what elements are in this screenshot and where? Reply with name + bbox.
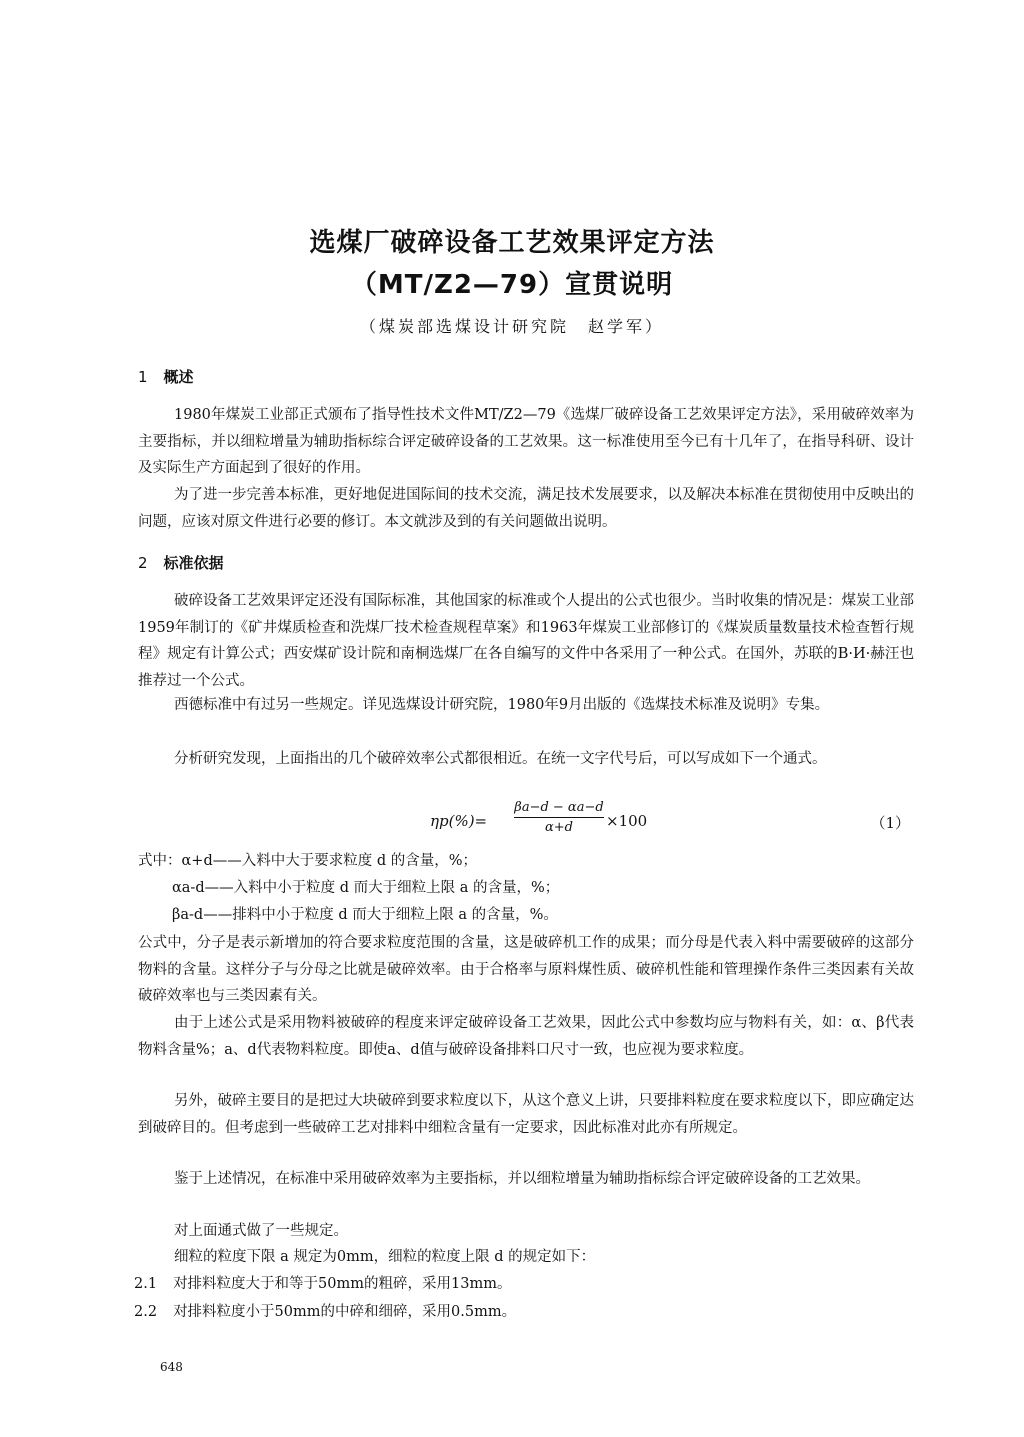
definition-alpha-a-d: αa-d——入料中小于粒度 d 而大于细粒上限 a 的含量，%； (172, 880, 560, 896)
section-1-title: 概述 (163, 368, 194, 386)
section-2-number: 2 (138, 554, 148, 572)
paragraph-summary: 鉴于上述情况，在标准中采用破碎效率为主要指标，并以细粒增量为辅助指标综合评定破碎设备的工艺效果。 (174, 1171, 870, 1187)
item-number: 2.1 (134, 1276, 158, 1292)
definition-alpha-plus-d: 式中：α+d——入料中大于要求粒度 d 的含量，%； (138, 853, 477, 869)
paragraph-size-limits: 细粒的粒度下限 a 规定为0mm，细粒的粒度上限 d 的规定如下： (174, 1249, 596, 1265)
formula-numerator: βa−d − αa−d (514, 800, 604, 818)
formula-fraction (514, 800, 604, 835)
section-2-title: 标准依据 (163, 554, 224, 572)
efficiency-formula (430, 800, 910, 848)
author-line: （煤炭部选煤设计研究院 赵学军） (359, 317, 664, 336)
paragraph-parameters: 由于上述公式是采用物料被破碎的程度来评定破碎设备工艺效果，因此公式中参数均应与物料有关，如：α、β代表物料含量%；a、d代表物料粒度。即使a、d值与破碎设备排料口尺寸一致，也应视为要求粒度。 (138, 1015, 914, 1058)
section-1-number: 1 (138, 368, 148, 386)
formula-number: （1） (870, 814, 910, 832)
page-number: 648 (160, 1360, 183, 1374)
section-2-paragraph-2: 西德标准中有过另一些规定。详见选煤设计研究院，1980年9月出版的《选煤技术标准及说明》专集。 (174, 697, 830, 713)
item-text: 对排料粒度小于50mm的中碎和细碎，采用0.5mm。 (173, 1304, 517, 1320)
formula-definitions (138, 848, 914, 929)
section-2-heading (138, 552, 224, 573)
paragraph-rules-intro: 对上面通式做了一些规定。 (174, 1223, 348, 1239)
definition-beta-a-d: βa-d——排料中小于粒度 d 而大于细粒上限 a 的含量，%。 (172, 907, 558, 923)
title-line-1: 选煤厂破碎设备工艺效果评定方法 (309, 228, 715, 258)
section-1-heading (138, 366, 194, 387)
item-number: 2.2 (134, 1304, 158, 1320)
formula-denominator: α+d (545, 820, 573, 835)
section-2-paragraph-1: 破碎设备工艺效果评定还没有国际标准，其他国家的标准或个人提出的公式也很少。当时收集的情况是：煤炭工业部1959年制订的《矿井煤质检查和洗煤厂技术检查规程草案》和1963年煤炭工业部修订的《煤炭质量数量技术检查暂行规程》规定有计算公式；西安煤矿设计院和南桐选煤厂在各自编写的文件中各采用了一种公式。在国外，苏联的B·И·赫汪也推荐过一个公式。 (138, 593, 914, 689)
paragraph-formula-explanation: 公式中，分子是表示新增加的符合要求粒度范围的含量，这是破碎机工作的成果；而分母是代表入料中需要破碎的这部分物料的含量。这样分子与分母之比就是破碎效率。由于合格率与原料煤性质、破碎机性能和管理操作条件三类因素有关故破碎效率也与三类因素有关。 (138, 935, 914, 1004)
paragraph-purpose: 另外，破碎主要目的是把过大块破碎到要求粒度以下，从这个意义上讲，只要排料粒度在要求粒度以下，即应确定达到破碎目的。但考虑到一些破碎工艺对排料中细粒含量有一定要求，因此标准对此亦有所规定。 (138, 1093, 914, 1136)
list-item-2-2 (134, 1300, 516, 1321)
formula-rhs: ×100 (606, 812, 648, 830)
title-line-2: （MT/Z2—79）宣贯说明 (350, 270, 674, 300)
list-item-2-1 (134, 1272, 511, 1293)
section-1-paragraph-1: 1980年煤炭工业部正式颁布了指导性技术文件MT/Z2—79《选煤厂破碎设备工艺效果评定方法》，采用破碎效率为主要指标，并以细粒增量为辅助指标综合评定破碎设备的工艺效果。这一标准使用至今已有十几年了，在指导科研、设计及实际生产方面起到了很好的作用。 (138, 407, 914, 476)
formula-lhs: ηp(%)= (430, 812, 488, 830)
section-1-paragraph-2: 为了进一步完善本标准，更好地促进国际间的技术交流，满足技术发展要求，以及解决本标准在贯彻使用中反映出的问题，应该对原文件进行必要的修订。本文就涉及到的有关问题做出说明。 (138, 487, 914, 530)
item-text: 对排料粒度大于和等于50mm的粗碎，采用13mm。 (173, 1276, 512, 1292)
section-2-paragraph-3: 分析研究发现，上面指出的几个破碎效率公式都很相近。在统一文字代号后，可以写成如下一个通式。 (174, 751, 827, 767)
